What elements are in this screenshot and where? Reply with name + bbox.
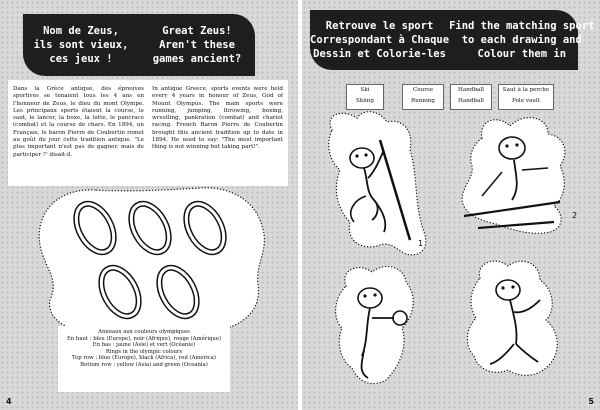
left-page <box>0 0 298 410</box>
character-eye <box>364 153 367 156</box>
character-eye <box>511 285 514 288</box>
banner-line: Nom de Zeus, <box>43 25 119 37</box>
character-eye <box>505 144 508 147</box>
character-eye <box>515 143 518 146</box>
character-eye <box>501 286 504 289</box>
drawing-running <box>467 261 557 375</box>
sport-label-french: Course <box>412 87 434 93</box>
banner-line: ces jeux ! <box>49 53 113 65</box>
page-number-left: 4 <box>6 397 12 406</box>
banner-line: Aren't these <box>159 39 235 51</box>
banner-line: Correspondant à Chaque <box>310 34 450 46</box>
banner-line: to each drawing and <box>461 34 582 46</box>
cutout-dotted-outline <box>467 261 557 375</box>
character-eye <box>363 294 366 297</box>
drawing-skiing <box>462 118 577 234</box>
caption-line: Bottom row : yellow (Asia) and green (Oceania) <box>80 361 208 368</box>
drawing-pole-vault <box>329 112 426 255</box>
history-text-english: In antique Greece, sports events were held every 4 years in honour of Zeus, God of Mount Olympus. The main sports were running, jumping, throwing, boxing, wrestling, pankration (combat) and chariot racing. French Baron Pierre de Coubertin brought this ancient tradition up to date in 1894. He used to say: "The most important thing is not winning but taking part!". <box>152 86 283 151</box>
sport-label-english: Pole vault <box>512 98 540 104</box>
sport-label-english: Running <box>411 98 435 104</box>
cutout-dotted-outline <box>462 118 565 234</box>
sport-label-english: Skiing <box>356 98 374 104</box>
banner-line: ils sont vieux, <box>33 39 129 51</box>
page-number-right: 5 <box>588 397 594 406</box>
caption-line: Top row : blue (Europe), black (Africa), red (America) <box>72 355 216 362</box>
character-head <box>496 280 520 300</box>
caption-line: En bas : jaune (Asie) et vert (Océanie) <box>92 342 196 349</box>
banner-line: Colour them in <box>477 48 567 60</box>
drawing-number: 1 <box>418 239 424 248</box>
history-text-french: Dans la Grèce antique, des épreuves sportives se tenaient tous les 4 ans en l'honneur de Zeus, le dieu du mont Olympe. Les principaux sports étaient la course, le saut, le lancer, la boxe, la lutte, le pancrace (combat) et la course de chars. En 1894, un Français, le baron Pierre de Coubertin remet au goût du jour cette tradition antique. "Le plus important n'est pas de gagner, mais de participer !" disait-il. <box>13 86 144 158</box>
banner-line: Great Zeus! <box>162 25 232 37</box>
right-page <box>302 0 600 410</box>
banner-line: Find the matching sport <box>449 20 595 32</box>
character-eye <box>373 293 376 296</box>
caption-line: En haut : bleu (Europe), noir (Afrique), rouge (Amérique) <box>66 335 222 342</box>
banner-line: Dessin et Colorie-les <box>313 48 446 60</box>
caption-line: Anneaux aux couleurs olympiques <box>98 329 190 335</box>
handball-ball <box>393 311 407 325</box>
sport-label-french: Ski <box>360 87 370 93</box>
character-eye <box>355 154 358 157</box>
banner-line: Retrouve le sport <box>325 20 434 32</box>
sport-label-french: Saut à la perche <box>502 87 550 93</box>
sport-drawings <box>302 0 600 410</box>
cutout-dotted-outline <box>329 112 426 255</box>
character-head <box>499 137 525 159</box>
sport-label-french: Handball <box>458 87 484 93</box>
caption-line: Rings in the olympic colours <box>105 348 183 355</box>
banner-line: games ancient? <box>152 53 242 65</box>
drawing-number: 2 <box>572 211 578 220</box>
drawing-handball <box>336 267 414 384</box>
sport-label-english: Handball <box>458 98 484 104</box>
character-head <box>350 148 374 168</box>
character-head <box>358 288 382 308</box>
rings-caption <box>58 326 230 392</box>
